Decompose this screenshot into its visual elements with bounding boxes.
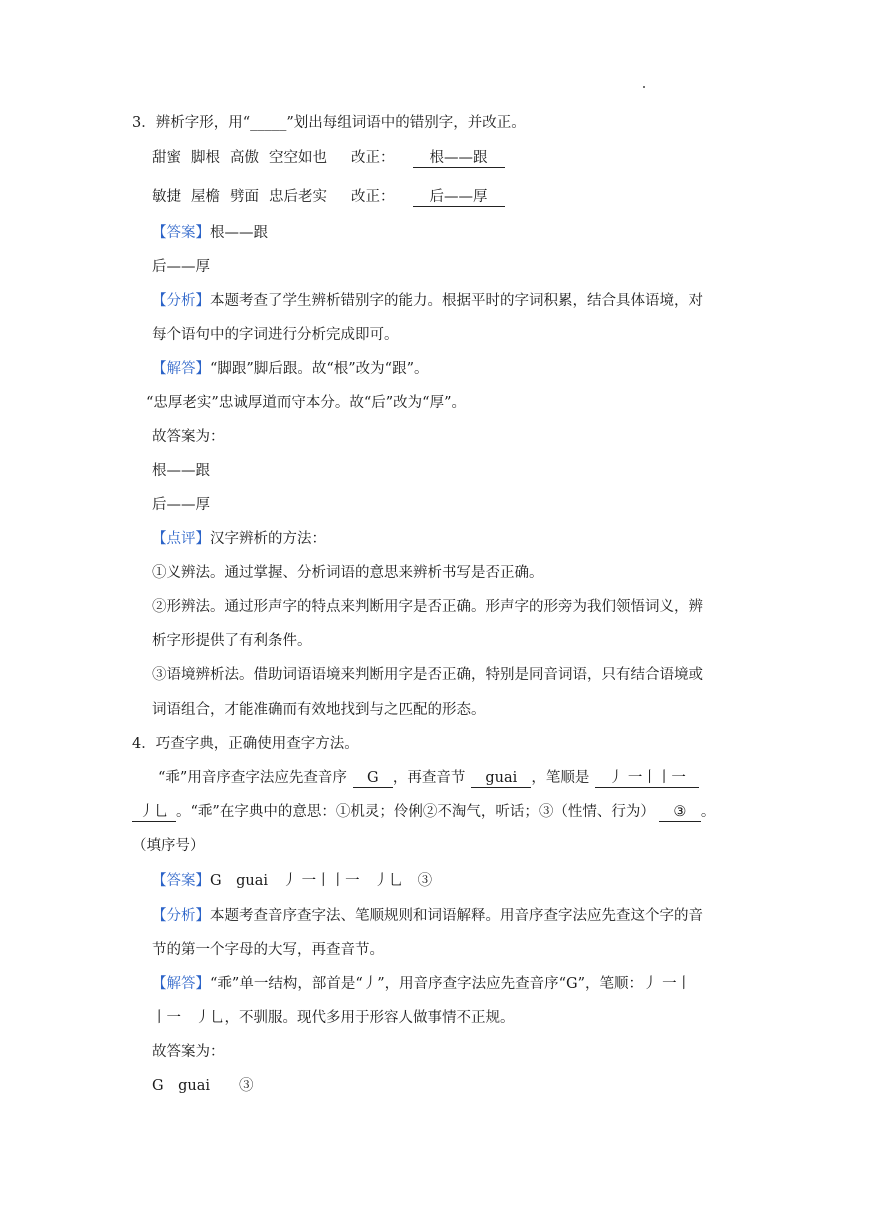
word: 空空如也 — [269, 150, 327, 166]
q4-title: 4．巧查字典，正确使用查字方法。 — [132, 736, 359, 752]
comment-text: 汉字辨析的方法： — [210, 531, 326, 547]
solution-tag: 【解答】 — [152, 361, 210, 377]
q4-paragraph-3: （填序号） — [132, 838, 205, 854]
solution-text: “脚跟”脚后跟。故“根”改为“跟”。 — [210, 361, 429, 377]
q3-title: 3．辨析字形，用“_____”划出每组词语中的错别字，并改正。 — [132, 115, 526, 131]
answer-text: G guai 丿 一丨丨一 丿乚 ③ — [210, 873, 433, 889]
q3-comment-3: ②形辨法。通过形声字的特点来判断用字是否正确。形声字的形旁为我们领悟词义，辨 — [152, 599, 703, 615]
q3-row2 — [152, 187, 505, 207]
analysis-tag: 【分析】 — [152, 293, 210, 309]
q4-text: 。“乖”在字典中的意思：①机灵；伶俐②不淘气，听话；③（性情、行为） — [176, 804, 655, 820]
word: 敏捷 — [152, 189, 181, 205]
fix-label: 改正： — [351, 150, 395, 166]
solution-text: “乖”单一结构，部首是“丿”，用音序查字法应先查音序“G”，笔顺：丿 一丨 — [210, 976, 692, 992]
q3-answer — [152, 223, 268, 243]
word: 忠后老实 — [269, 189, 327, 205]
blank-stroke-order: 丿 一丨丨一 — [595, 770, 699, 788]
fix-label: 改正： — [351, 189, 395, 205]
q3-answer-2: 后——厚 — [152, 259, 210, 275]
q3-analysis-2: 每个语句中的字词进行分析完成即可。 — [152, 327, 399, 343]
answer-tag: 【答案】 — [152, 225, 210, 241]
q3-solution-5: 后——厚 — [152, 497, 210, 513]
q3-comment — [152, 529, 326, 549]
blank-guai: guai — [471, 770, 531, 788]
q3-comment-6: 词语组合，才能准确而有效地找到与之匹配的形态。 — [152, 702, 486, 718]
answer-tag: 【答案】 — [152, 873, 210, 889]
word: 脚根 — [191, 150, 220, 166]
q4-text: “乖”用音序查字法应先查音序 — [158, 770, 347, 786]
q4-paragraph-2 — [132, 802, 715, 822]
q3-comment-2: ①义辨法。通过掌握、分析词语的意思来辨析书写是否正确。 — [152, 565, 544, 581]
q4-solution-4: G guai ③ — [152, 1078, 254, 1094]
blank-stroke-order-end: 丿乚 — [132, 804, 176, 822]
q3-row1 — [152, 148, 505, 168]
q3-analysis — [152, 291, 703, 311]
q3-comment-4: 析字形提供了有利条件。 — [152, 633, 312, 649]
analysis-text: 本题考查了学生辨析错别字的能力。根据平时的字词积累，结合具体语境，对 — [210, 293, 703, 309]
answer-text: 根——跟 — [210, 225, 268, 241]
blank-meaning: ③ — [659, 804, 701, 822]
word: 屋檐 — [191, 189, 220, 205]
fix-answer-blank: 根——跟 — [413, 150, 505, 168]
word: 劈面 — [230, 189, 259, 205]
q4-analysis-2: 节的第一个字母的大写，再查音节。 — [152, 942, 384, 958]
q3-solution-2: “忠厚老实”忠诚厚道而守本分。故“后”改为“厚”。 — [146, 395, 466, 411]
q3-solution-3: 故答案为： — [152, 429, 225, 445]
q3-comment-5: ③语境辨析法。借助词语语境来判断用字是否正确，特别是同音词语，只有结合语境或 — [152, 667, 703, 683]
word: 甜蜜 — [152, 150, 181, 166]
q3-solution — [152, 359, 428, 379]
q4-answer — [152, 871, 432, 891]
blank-G: G — [353, 770, 393, 788]
word: 高傲 — [230, 150, 259, 166]
q4-text: ，再查音节 — [392, 770, 466, 786]
q4-solution-3: 故答案为： — [152, 1044, 225, 1060]
analysis-text: 本题考查音序查字法、笔顺规则和词语解释。用音序查字法应先查这个字的音 — [210, 908, 703, 924]
fix-answer-blank: 后——厚 — [413, 189, 505, 207]
solution-tag: 【解答】 — [152, 976, 210, 992]
comment-tag: 【点评】 — [152, 531, 210, 547]
q4-text: ，笔顺是 — [531, 770, 590, 786]
q3-solution-4: 根——跟 — [152, 463, 210, 479]
q4-solution — [152, 974, 691, 994]
q4-text: 。 — [700, 804, 716, 820]
q4-paragraph-1 — [158, 768, 699, 788]
q4-analysis — [152, 906, 703, 926]
q4-solution-2: 丨一 丿乚，不驯服。现代多用于形容人做事情不正规。 — [152, 1010, 515, 1026]
page-dot — [643, 86, 645, 88]
analysis-tag: 【分析】 — [152, 908, 210, 924]
